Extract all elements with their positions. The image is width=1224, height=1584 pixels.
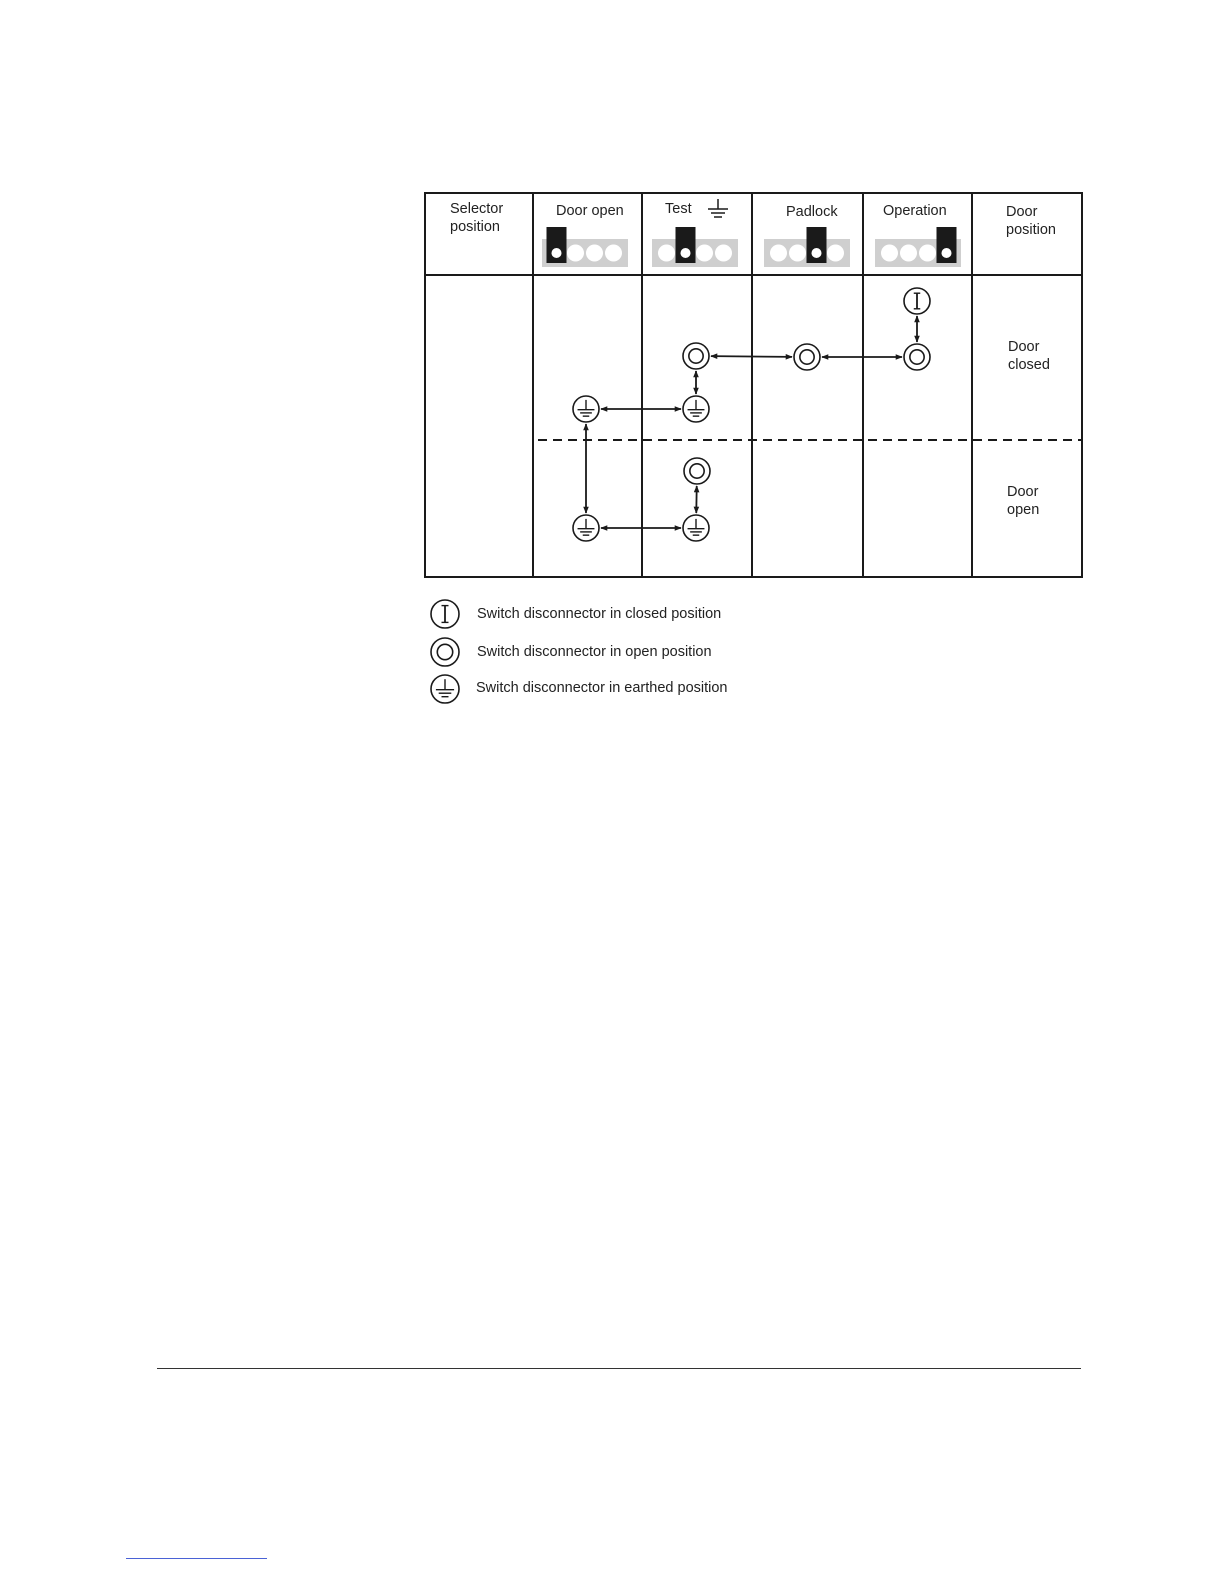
legend-closed-icon [431,600,459,628]
header-operation: Operation [883,203,947,219]
state-earthed-test-lower [683,515,709,541]
legend-earthed-icon [431,675,459,703]
state-open-padlock [794,344,820,370]
selector-switch-icon-padlock [764,227,850,267]
state-earthed-door-open [573,396,599,422]
footer-link-underline [126,1558,267,1559]
selector-switch-icon-door-open [542,227,628,267]
selector-switch-icon-test [652,227,738,267]
state-earthed-test [683,396,709,422]
state-earthed-door-open-lower [573,515,599,541]
legend-open-icon [431,638,459,666]
header-door-position: Door position [1006,204,1056,238]
header-test: Test [665,201,692,217]
selector-switch-icon-operation [875,227,961,267]
row-label-door-closed: Door closed [1008,339,1050,373]
header-padlock: Padlock [786,204,838,220]
header-selector-position: Selector position [450,201,504,235]
legend-closed-text: Switch disconnector in closed position [477,606,722,622]
state-open-test-lower [684,458,710,484]
row-label-door-open: Door open [1007,484,1040,518]
state-open-test [683,343,709,369]
legend-earthed-text: Switch disconnector in earthed position [476,680,728,696]
footer-rule [157,1368,1081,1369]
legend-open-text: Switch disconnector in open position [477,644,712,660]
earth-icon [708,199,728,217]
table-border [425,193,1082,577]
transition-arrow [711,356,792,357]
state-closed-operation [904,288,930,314]
table-grid [425,193,1082,577]
header-door-open: Door open [556,203,624,219]
state-open-operation [904,344,930,370]
